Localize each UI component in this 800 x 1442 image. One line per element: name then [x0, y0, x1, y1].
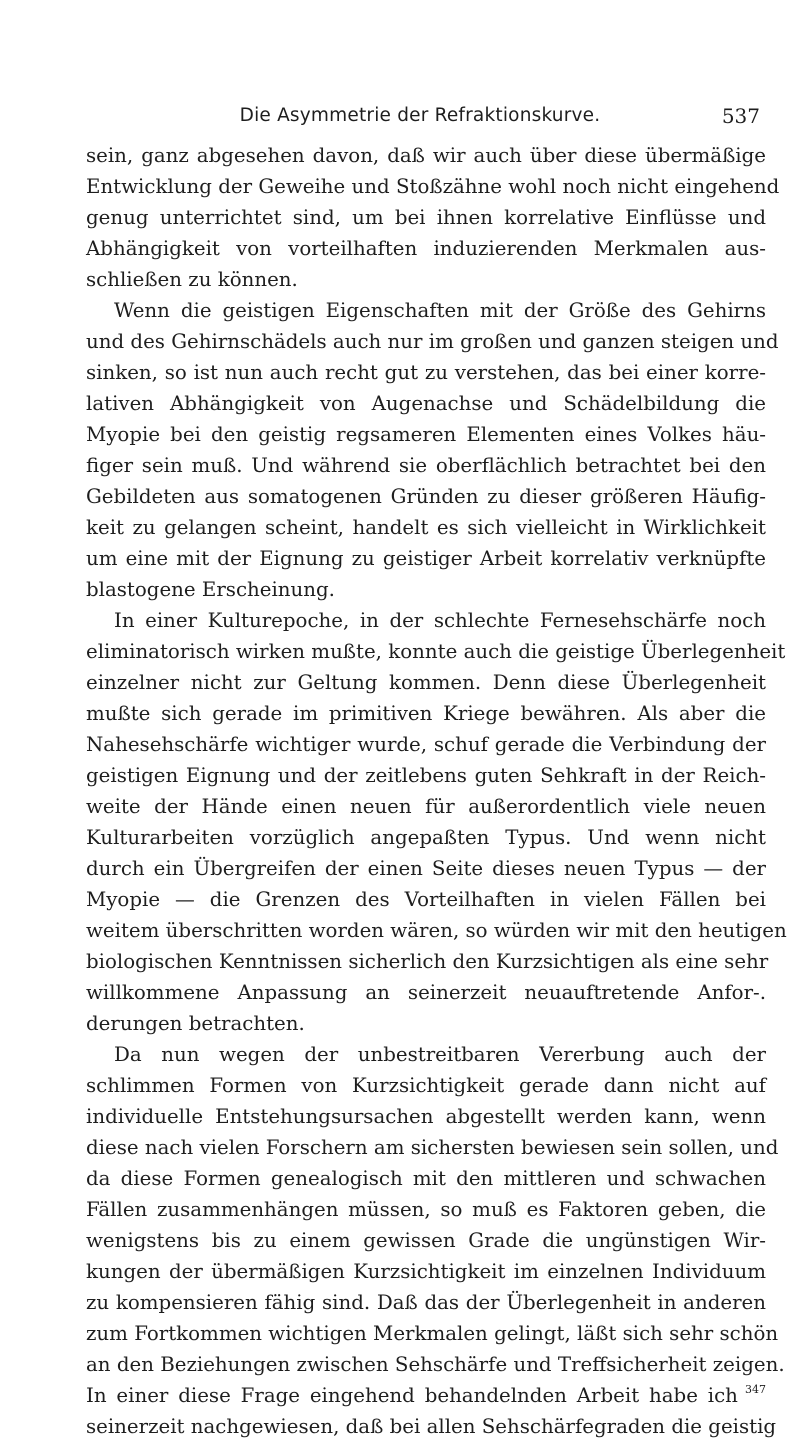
line-text: Fällen zusammenhängen müssen, so muß es Faktoren geben, die — [86, 1198, 766, 1221]
line-text: blastogene Erscheinung. — [86, 578, 335, 601]
text-line — [86, 1132, 779, 1163]
line-text: schlimmen Formen von Kurzsichtigkeit gerade dann nicht auf — [86, 1074, 766, 1097]
line-text: einzelner nicht zur Geltung kommen. Denn diese Überlegenheit — [86, 671, 766, 694]
text-line — [86, 1349, 785, 1380]
line-text: schließen zu können. — [86, 268, 298, 291]
running-title: Die Asymmetrie der Refraktionskurve. — [239, 105, 601, 126]
text-line — [86, 822, 766, 853]
line-text: seinerzeit nachgewiesen, daß bei allen Sehschärfegraden die geistig — [86, 1415, 777, 1438]
text-line — [86, 760, 766, 791]
line-text: sein, ganz abgesehen davon, daß wir auch über diese übermäßige — [86, 144, 766, 167]
line-text: figer sein muß. Und während sie oberflächlich betrachtet bei den — [86, 454, 766, 477]
text-line — [86, 419, 766, 450]
text-line — [86, 326, 779, 357]
text-line — [86, 884, 766, 915]
line-text: da diese Formen genealogisch mit den mittleren und schwachen — [86, 1167, 766, 1190]
line-text: mußte sich gerade im primitiven Kriege bewähren. Als aber die — [86, 702, 766, 725]
line-text: an den Beziehungen zwischen Sehschärfe und Treffsicherheit zeigen. — [86, 1353, 785, 1376]
line-text: um eine mit der Eignung zu geistiger Arbeit korrelativ verknüpfte — [86, 547, 766, 570]
text-line — [86, 791, 766, 822]
text-line — [86, 171, 780, 202]
text-line — [86, 140, 766, 171]
line-text: willkommene Anpassung an seinerzeit neuauftretende Anfor-. — [86, 981, 766, 1004]
line-text: Nahesehschärfe wichtiger wurde, schuf gerade die Verbindung der — [86, 733, 766, 756]
line-text: Gebildeten aus somatogenen Gründen zu dieser größeren Häufig- — [86, 485, 766, 508]
text-line — [86, 481, 766, 512]
text-line — [86, 233, 766, 264]
text-line — [86, 698, 766, 729]
line-text: diese nach vielen Forschern am sichersten bewiesen sein sollen, und — [86, 1136, 779, 1159]
line-text: Abhängigkeit von vorteilhaften induzierenden Merkmalen aus- — [86, 237, 766, 260]
line-text: Wenn die geistigen Eigenschaften mit der Größe des Gehirns — [114, 299, 766, 322]
line-text: lativen Abhängigkeit von Augenachse und Schädelbildung die — [86, 392, 766, 415]
text-line — [86, 450, 766, 481]
line-text: wenigstens bis zu einem gewissen Grade die ungünstigen Wir- — [86, 1229, 766, 1252]
text-line — [86, 1287, 766, 1318]
line-text: Myopie bei den geistig regsameren Elementen eines Volkes häu- — [86, 423, 766, 446]
line-text: durch ein Übergreifen der einen Seite dieses neuen Typus — der — [86, 857, 766, 880]
text-line — [86, 853, 766, 884]
text-line — [86, 729, 766, 760]
text-line — [86, 1101, 766, 1132]
line-text: In einer diese Frage eingehend behandelnden Arbeit habe ich — [86, 1384, 738, 1407]
paragraph — [86, 1039, 785, 1442]
line-text: In einer Kulturepoche, in der schlechte Fernesehschärfe noch — [114, 609, 766, 632]
text-line — [86, 946, 769, 977]
line-text: kungen der übermäßigen Kurzsichtigkeit im einzelnen Individuum — [86, 1260, 766, 1283]
text-line — [86, 264, 766, 295]
text-line — [86, 1070, 766, 1101]
text-line — [86, 1318, 779, 1349]
text-line — [86, 1008, 766, 1039]
line-text: eliminatorisch wirken mußte, konnte auch die geistige Überlegenheit — [86, 640, 786, 663]
line-text: geistigen Eignung und der zeitlebens guten Sehkraft in der Reich- — [86, 764, 766, 787]
text-line — [86, 543, 766, 574]
text-line — [86, 1411, 777, 1442]
paragraph — [86, 140, 780, 295]
line-text: genug unterrichtet sind, um bei ihnen korrelative Einflüsse und — [86, 206, 766, 229]
text-line — [86, 915, 787, 946]
text-line — [86, 977, 766, 1008]
paragraph — [86, 295, 779, 605]
footnote-reference: 347 — [737, 1383, 766, 1396]
text-line — [86, 1380, 766, 1411]
text-line — [86, 1039, 766, 1070]
text-line — [86, 667, 766, 698]
line-text: zum Fortkommen wichtigen Merkmalen gelingt, läßt sich sehr schön — [86, 1322, 779, 1345]
body-text — [86, 140, 787, 1442]
text-line — [86, 202, 766, 233]
line-text: Da nun wegen der unbestreitbaren Vererbung auch der — [114, 1043, 766, 1066]
text-line — [86, 1194, 766, 1225]
line-text: sinken, so ist nun auch recht gut zu verstehen, das bei einer korre- — [86, 361, 766, 384]
paragraph — [86, 605, 787, 1039]
line-text: und des Gehirnschädels auch nur im großen und ganzen steigen und — [86, 330, 779, 353]
page-number: 537 — [721, 104, 760, 128]
page-header — [80, 104, 760, 128]
text-line — [86, 512, 766, 543]
text-line — [86, 1256, 766, 1287]
line-text: Entwicklung der Geweihe und Stoßzähne wohl noch nicht eingehend — [86, 175, 780, 198]
line-text: individuelle Entstehungsursachen abgestellt werden kann, wenn — [86, 1105, 766, 1128]
text-line — [86, 605, 766, 636]
line-text: weitem überschritten worden wären, so würden wir mit den heutigen — [86, 919, 787, 942]
text-line — [86, 1225, 766, 1256]
text-line — [86, 1163, 766, 1194]
text-line — [86, 295, 766, 326]
line-text: keit zu gelangen scheint, handelt es sich vielleicht in Wirklichkeit — [86, 516, 766, 539]
text-line — [86, 357, 766, 388]
line-text: zu kompensieren fähig sind. Daß das der Überlegenheit in anderen — [86, 1291, 766, 1314]
line-text: derungen betrachten. — [86, 1012, 305, 1035]
text-line — [86, 388, 766, 419]
text-line — [86, 574, 766, 605]
line-text: biologischen Kenntnissen sicherlich den Kurzsichtigen als eine sehr — [86, 950, 769, 973]
line-text: weite der Hände einen neuen für außerordentlich viele neuen — [86, 795, 766, 818]
line-text: Myopie — die Grenzen des Vorteilhaften in vielen Fällen bei — [86, 888, 766, 911]
line-text: Kulturarbeiten vorzüglich angepaßten Typus. Und wenn nicht — [86, 826, 766, 849]
text-line — [86, 636, 786, 667]
